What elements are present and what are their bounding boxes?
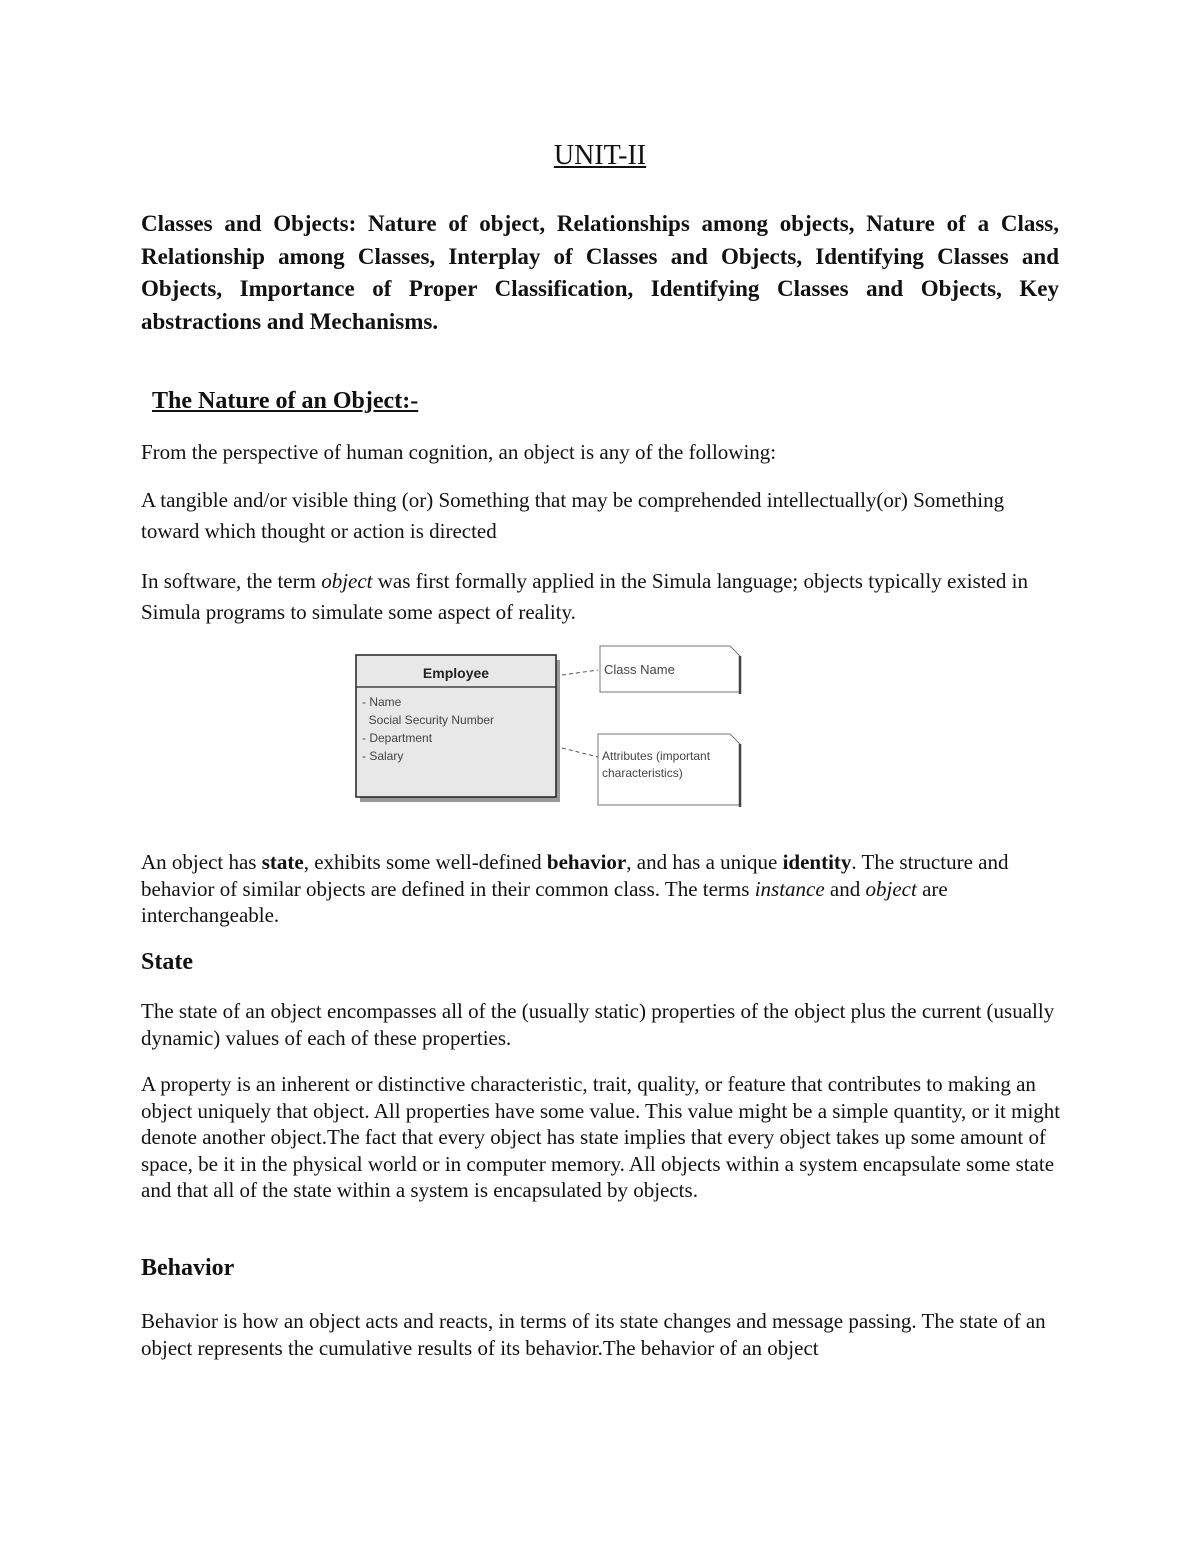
note-attributes-line-2: characteristics) [602,766,683,780]
text-run: was first formally applied in the Simula language; objects typically existed in Simula programs to simulate some aspect of reality. [141,569,1029,624]
note-class-name-label: Class Name [604,662,675,677]
attribute-1: - Name [362,695,402,709]
syllabus-label: Classes and Objects: [141,211,357,236]
text-run: In software, the term [141,569,322,593]
text-run: are interchangeable. [141,876,948,927]
note-connector-2 [562,748,598,757]
attribute-2: Social Security Number [362,713,495,727]
behavior-paragraph-1: Behavior is how an object acts and reacts, in terms of its state changes and message passing. The state of an object represents the cumulative results of its behavior.The behavior of an object [141,1309,1046,1360]
text-run: and [824,876,866,901]
text-run-bold: identity [782,850,852,874]
state-paragraph-2: A property is an inherent or distinctive characteristic, trait, quality, or feature that contributes to making an object uniquely that object. All properties have some value. This value might be a simple quantity, or it might denote another object.The fact that every object has state implies that every object takes up some amount of space, be it in the physical world or in computer memory. All objects within a system encapsulate some state and that all of the state within a system is encapsulated by objects. [141,1072,1061,1202]
behavior-heading: Behavior [141,1255,235,1281]
class-diagram [350,640,750,815]
text-run-italic: object [865,876,917,901]
attribute-3: - Department [362,731,433,745]
nature-paragraph-3 [141,566,1061,628]
text-run: , exhibits some well-defined [303,850,547,874]
text-run-bold: behavior [546,850,627,874]
class-name-label: Employee [422,665,490,681]
text-run: , and has a unique [626,850,783,874]
nature-paragraph-1: From the perspective of human cognition, an object is any of the following: [141,440,777,464]
syllabus-text: Nature of object, Relationships among objects, Nature of a Class, Relationship among Classes, Interplay of Classes and Objects, Identifying Classes and Objects, Importance of Proper Classification, Identifying Classes and Objects, Key abstractions and Mechanisms. [141,211,1059,334]
attribute-4: - Salary [362,749,404,763]
text-run-italic: instance [754,876,825,901]
state-paragraph-1: The state of an object encompasses all of the (usually static) properties of the object plus the current (usually dynamic) values of each of these properties. [141,999,1055,1050]
syllabus-paragraph [141,208,1059,338]
text-run: . The structure and behavior of similar objects are defined in their common class. The terms [141,850,1009,901]
note-connector-1 [562,670,598,675]
text-run: An object has [141,850,262,874]
text-run-bold: state [261,850,304,874]
state-heading: State [141,949,193,975]
nature-paragraph-2: A tangible and/or visible thing (or) Something that may be comprehended intellectually(or) Something toward which thought or action is directed [141,488,1005,543]
text-run-italic: object [321,569,373,593]
intro-paragraph [141,849,1061,929]
note-attributes-line-1: Attributes (important [602,749,711,763]
page-title: UNIT-II [553,140,647,171]
nature-heading: The Nature of an Object:- [152,388,419,414]
